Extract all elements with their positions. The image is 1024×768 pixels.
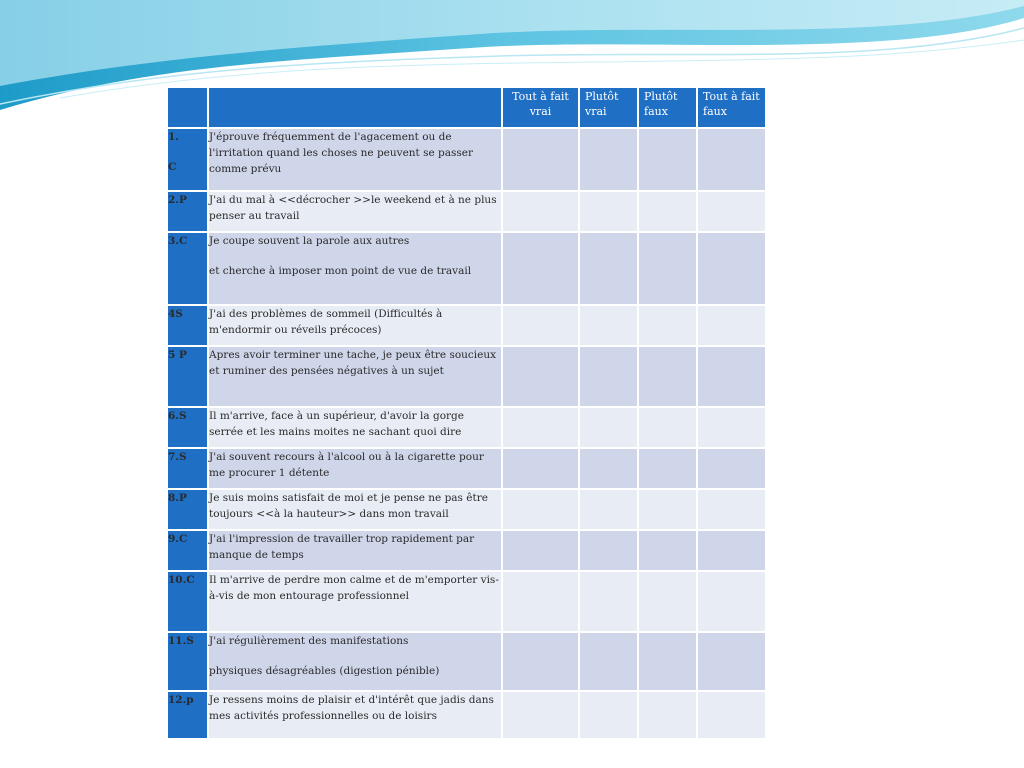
row-number-part: C xyxy=(168,161,177,173)
answer-cell[interactable] xyxy=(639,347,696,406)
column-header: Plutôt vrai xyxy=(580,88,637,127)
table-row xyxy=(168,306,765,345)
answer-cell[interactable] xyxy=(580,233,637,304)
answer-cell[interactable] xyxy=(698,490,765,529)
answer-cell[interactable] xyxy=(580,633,637,690)
answer-cell[interactable] xyxy=(698,306,765,345)
row-number: 4S xyxy=(168,306,207,345)
table-header-row xyxy=(168,88,765,127)
question-line: physiques désagréables (digestion pénible) xyxy=(209,665,440,677)
column-header: Tout à fait faux xyxy=(698,88,765,127)
question-text: J'éprouve fréquemment de l'agacement ou de l'irritation quand les choses ne peuvent se passer comme prévu xyxy=(209,129,501,190)
question-text: J'ai l'impression de travailler trop rapidement par manque de temps xyxy=(209,531,501,570)
table-row xyxy=(168,572,765,631)
answer-cell[interactable] xyxy=(698,408,765,447)
row-number xyxy=(168,129,207,190)
row-number: 12.p xyxy=(168,692,207,738)
row-number: 2.P xyxy=(168,192,207,231)
question-text: Il m'arrive, face à un supérieur, d'avoir la gorge serrée et les mains moites ne sachant quoi dire xyxy=(209,408,501,447)
question-text xyxy=(209,633,501,690)
answer-cell[interactable] xyxy=(698,572,765,631)
row-number: 6.S xyxy=(168,408,207,447)
answer-cell[interactable] xyxy=(639,490,696,529)
question-line: et cherche à imposer mon point de vue de travail xyxy=(209,265,472,277)
row-number-part: 1. xyxy=(168,131,179,143)
header-blank-cell xyxy=(209,88,501,127)
answer-cell[interactable] xyxy=(580,306,637,345)
answer-cell[interactable] xyxy=(580,531,637,570)
question-text: Il m'arrive de perdre mon calme et de m'emporter vis-à-vis de mon entourage professionnel xyxy=(209,572,501,631)
row-number: 9.C xyxy=(168,531,207,570)
answer-cell[interactable] xyxy=(639,572,696,631)
answer-cell[interactable] xyxy=(639,408,696,447)
answer-cell[interactable] xyxy=(698,692,765,738)
answer-cell[interactable] xyxy=(580,490,637,529)
answer-cell[interactable] xyxy=(580,572,637,631)
answer-cell[interactable] xyxy=(503,408,578,447)
header-blank-cell xyxy=(168,88,207,127)
answer-cell[interactable] xyxy=(503,449,578,488)
answer-cell[interactable] xyxy=(503,233,578,304)
row-number: 7.S xyxy=(168,449,207,488)
table-row xyxy=(168,531,765,570)
answer-cell[interactable] xyxy=(639,233,696,304)
answer-cell[interactable] xyxy=(698,347,765,406)
column-header: Plutôt faux xyxy=(639,88,696,127)
table-row xyxy=(168,129,765,190)
table-row xyxy=(168,490,765,529)
row-number: 11.S xyxy=(168,633,207,690)
question-text: J'ai souvent recours à l'alcool ou à la cigarette pour me procurer 1 détente xyxy=(209,449,501,488)
answer-cell[interactable] xyxy=(503,633,578,690)
column-header: Tout à fait vrai xyxy=(503,88,578,127)
row-number: 10.C xyxy=(168,572,207,631)
answer-cell[interactable] xyxy=(580,347,637,406)
answer-cell[interactable] xyxy=(503,192,578,231)
question-line: Je coupe souvent la parole aux autres xyxy=(209,235,410,247)
row-number: 3.C xyxy=(168,233,207,304)
table-row xyxy=(168,449,765,488)
table-row xyxy=(168,347,765,406)
answer-cell[interactable] xyxy=(503,129,578,190)
answer-cell[interactable] xyxy=(580,192,637,231)
answer-cell[interactable] xyxy=(503,347,578,406)
answer-cell[interactable] xyxy=(698,129,765,190)
answer-cell[interactable] xyxy=(639,129,696,190)
answer-cell[interactable] xyxy=(639,633,696,690)
question-line: J'ai régulièrement des manifestations xyxy=(209,635,409,647)
table-row xyxy=(168,408,765,447)
answer-cell[interactable] xyxy=(639,449,696,488)
answer-cell[interactable] xyxy=(698,449,765,488)
answer-cell[interactable] xyxy=(698,233,765,304)
answer-cell[interactable] xyxy=(503,306,578,345)
question-text: Apres avoir terminer une tache, je peux être soucieux et ruminer des pensées négatives à un sujet xyxy=(209,347,501,406)
answer-cell[interactable] xyxy=(639,531,696,570)
table-row xyxy=(168,633,765,690)
question-text: J'ai du mal à <<décrocher >>le weekend et à ne plus penser au travail xyxy=(209,192,501,231)
question-text: J'ai des problèmes de sommeil (Difficultés à m'endormir ou réveils précoces) xyxy=(209,306,501,345)
question-text: Je suis moins satisfait de moi et je pense ne pas être toujours <<à la hauteur>> dans mon travail xyxy=(209,490,501,529)
answer-cell[interactable] xyxy=(639,692,696,738)
answer-cell[interactable] xyxy=(503,531,578,570)
answer-cell[interactable] xyxy=(639,192,696,231)
row-number: 8.P xyxy=(168,490,207,529)
answer-cell[interactable] xyxy=(698,531,765,570)
answer-cell[interactable] xyxy=(698,633,765,690)
row-number: 5 P xyxy=(168,347,207,406)
answer-cell[interactable] xyxy=(503,490,578,529)
questionnaire-table xyxy=(166,86,767,740)
answer-cell[interactable] xyxy=(580,692,637,738)
table-row xyxy=(168,692,765,738)
answer-cell[interactable] xyxy=(503,572,578,631)
answer-cell[interactable] xyxy=(580,129,637,190)
answer-cell[interactable] xyxy=(639,306,696,345)
answer-cell[interactable] xyxy=(698,192,765,231)
answer-cell[interactable] xyxy=(580,408,637,447)
table-row xyxy=(168,233,765,304)
question-text xyxy=(209,233,501,304)
table-row xyxy=(168,192,765,231)
question-text: Je ressens moins de plaisir et d'intérêt que jadis dans mes activités professionnelles ou de loisirs xyxy=(209,692,501,738)
answer-cell[interactable] xyxy=(580,449,637,488)
answer-cell[interactable] xyxy=(503,692,578,738)
